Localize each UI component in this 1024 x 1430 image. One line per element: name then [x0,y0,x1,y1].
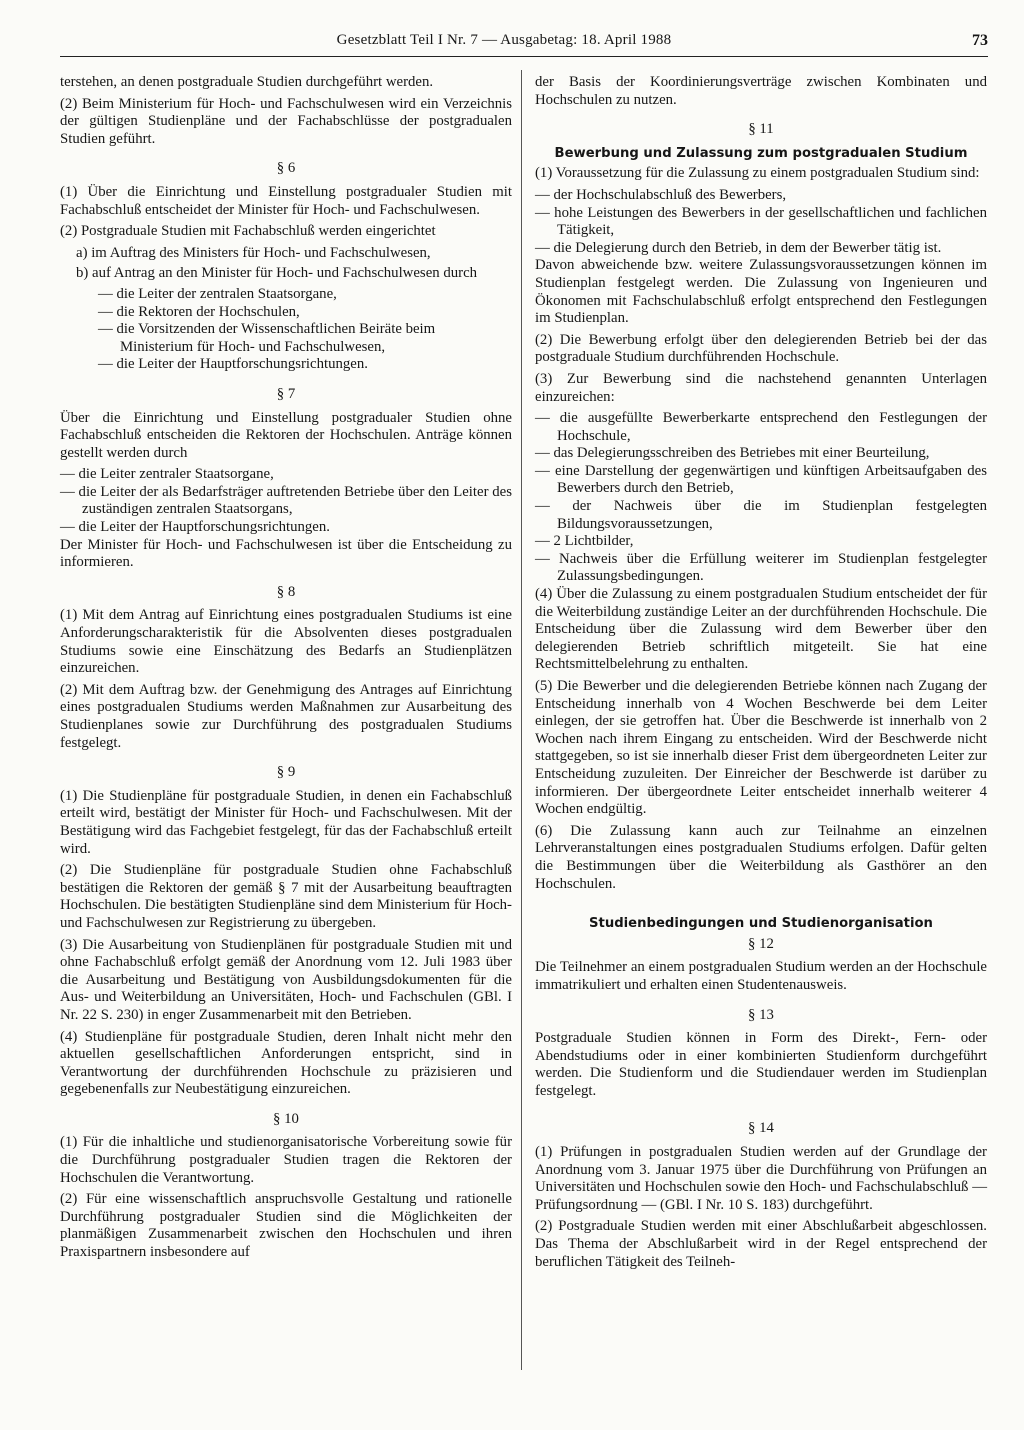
paragraph: Über die Einrichtung und Einstellung postgradualer Studien ohne Fachabschluß entscheiden die Rektoren der Hochschulen. Anträge können gestellt werden durch [60,409,512,461]
left-column [60,74,512,1266]
list-item: — 2 Lichtbilder, [535,533,634,550]
paragraph: (1) Prüfungen in postgradualen Studien werden auf der Grundlage der Anordnung vom 3. Januar 1975 über die Durchführung von Prüfungen an Universitäten und Hochschulen sowie den Hoch- und Fachschulabschluß — Prüfungsordnung — (GBl. I Nr. 10 S. 183) durchgeführt. [535,1144,987,1213]
section-heading-7: § 7 [276,385,296,402]
paragraph: (1) Über die Einrichtung und Einstellung postgradualer Studien mit Fachabschluß entscheidet der Minister für Hoch- und Fachschulwesen. [60,183,512,218]
right-column [535,74,987,1275]
paragraph: Der Minister für Hoch- und Fachschulwesen ist über die Entscheidung zu informieren. [60,536,512,571]
paragraph: (1) Mit dem Antrag auf Einrichtung eines postgradualen Studiums ist eine Anforderungscharakteristik für die Absolventen dieses postgradualen Studiums sowie eine Einschätzung des Bedarfs an Studienplätzen einzureichen. [60,607,512,677]
list-item: — der Hochschulabschluß des Bewerbers, [535,186,787,203]
paragraph: (1) Die Studienpläne für postgraduale Studien, in denen ein Fachabschluß erteilt wird, bestätigt der Minister für Hoch- und Fachschulwesen. Mit der Bestätigung wird das Fachgebiet festgelegt, für das der Fachabschluß erteilt wird. [60,787,512,857]
section-heading-11: § 11 [748,121,774,138]
page-number: 73 [972,32,988,49]
paragraph: (4) Studienpläne für postgraduale Studien, deren Inhalt nicht mehr den aktuellen gesellschaftlichen Anforderungen entspricht, sind in Verantwortung der durchführenden Hochschule zu präzisieren und gegebenenfalls zur Neubestätigung einzureichen. [60,1028,512,1098]
paragraph: (4) Über die Zulassung zu einem postgradualen Studium entscheidet der für die Weiterbildung zuständige Leiter an der durchführenden Hochschule. Die Entscheidung über die Zulassung wird dem Bewerber über den delegierenden Betrieb schriftlich mitgeteilt. Sie hat eine Rechtsmittelbelehrung zu enthalten. [535,586,987,673]
paragraph: (3) Zur Bewerbung sind die nachstehend genannten Unterlagen einzureichen: [535,370,987,405]
paragraph: (2) Für eine wissenschaftlich anspruchsvolle Gestaltung und rationelle Durchführung postgradualer Studien sind die Möglichkeiten der planmäßigen Zusammenarbeit zwischen den Hochschulen und ihren Praxispartnern insbesondere auf [60,1191,512,1261]
list-item: — der Nachweis über die im Studienplan festgelegten Bildungsvoraussetzungen, [535,498,987,532]
section-heading-8: § 8 [276,583,296,600]
list-item: — das Delegierungsschreiben des Betriebes mit einer Beurteilung, [535,445,930,462]
list-item-b: b) auf Antrag an den Minister für Hoch- und Fachschulwesen durch [76,265,478,282]
section-title: Bewerbung und Zulassung zum postgradualen Studium [554,145,968,161]
paragraph: (2) Mit dem Auftrag bzw. der Genehmigung des Antrages auf Einrichtung eines postgradualen Studiums werden Maßnahmen zur Ausarbeitung des Studienplanes sowie zur Durchführung des postgradualen Studiums festgelegt. [60,681,512,751]
paragraph: Postgraduale Studien können in Form des Direkt-, Fern- oder Abendstudiums oder in einer kombinierten Studienform durchgeführt werden. Die Studienform und die Studiendauer werden im Studienplan festgelegt. [535,1030,987,1099]
list-item: — hohe Leistungen des Bewerbers in der gesellschaftlichen und fachlichen Tätigkeit, [535,204,987,239]
list-item: — die Leiter der zentralen Staatsorgane, [98,285,337,302]
list-item: — die Leiter der als Bedarfsträger auftretenden Betriebe über den Leiter des zuständigen zentralen Staatsorgans, [60,483,512,518]
list-item: — die ausgefüllte Bewerberkarte entsprechend den Festlegungen der Hochschule, [535,410,987,444]
page-header [60,32,988,57]
paragraph: terstehen, an denen postgraduale Studien durchgeführt werden. [60,74,434,90]
section-heading-10: § 10 [273,1110,299,1127]
paragraph: (6) Die Zulassung kann auch zur Teilnahme an einzelnen Lehrveranstaltungen eines postgradualen Studiums erfolgen. Dafür gelten die Bestimmungen über die Weiterbildung als Gasthörer an den Hochschulen. [535,822,987,892]
paragraph: (2) Die Studienpläne für postgraduale Studien ohne Fachabschluß bestätigen die Rektoren der gemäß § 7 mit der Ausarbeitung beauftragten Hochschulen. Die bestätigten Studienpläne sind dem Ministerium für Hoch- und Fachschulwesen zur Registrierung zu übergeben. [60,862,512,931]
list-item: — die Leiter zentraler Staatsorgane, [60,466,274,483]
paragraph: (2) Postgraduale Studien werden mit einer Abschlußarbeit abgeschlossen. Das Thema der Abschlußarbeit wird in der Regel entsprechend der beruflichen Tätigkeit des Teilneh- [535,1218,987,1270]
paragraph: der Basis der Koordinierungsverträge zwischen Kombinaten und Hochschulen zu nutzen. [535,74,987,108]
list-item: — die Vorsitzenden der Wissenschaftlichen Beiräte beim Ministerium für Hoch- und Fachschulwesen, [98,321,436,355]
paragraph: (2) Die Bewerbung erfolgt über den delegierenden Betrieb bei der das postgraduale Studium durchführenden Hochschule. [535,331,987,366]
paragraph: Davon abweichende bzw. weitere Zulassungsvoraussetzungen können im Studienplan festgelegt werden. Die Zulassung von Ingenieuren und Ökonomen mit Fachschulabschluß erfolgt entsprechend den Festlegungen im Studienplan. [535,257,987,327]
column-divider [521,70,522,1370]
paragraph: (2) Beim Ministerium für Hoch- und Fachschulwesen wird ein Verzeichnis der gültigen Studienpläne und der Fachabschlüsse der postgradualen Studien geführt. [60,95,512,147]
list-item: — Nachweis über die Erfüllung weiterer im Studienplan festgelegter Zulassungsbedingungen. [535,550,987,585]
list-item: — die Delegierung durch den Betrieb, in dem der Bewerber tätig ist. [535,239,942,256]
list-item: — eine Darstellung der gegenwärtigen und künftigen Arbeitsaufgaben des Bewerbers durch den Betrieb, [535,462,987,497]
paragraph: Die Teilnehmer an einem postgradualen Studium werden an der Hochschule immatrikuliert und erhalten einen Studentenausweis. [535,959,987,993]
paragraph: (3) Die Ausarbeitung von Studienplänen für postgraduale Studien mit und ohne Fachabschluß erfolgt gemäß der Anordnung vom 12. Juli 1983 über die Ausarbeitung und Bestätigung von Ausbildungsdokumenten für die Aus- und Weiterbildung an Universitäten, Hoch- und Fachschulen (GBl. I Nr. 22 S. 230) in enger Zusammenarbeit mit den Betrieben. [60,936,512,1023]
header-title: Gesetzblatt Teil I Nr. 7 — Ausgabetag: 18. April 1988 [336,32,672,48]
section-heading-14: § 14 [748,1120,774,1137]
spacer [535,897,987,915]
paragraph: (1) Voraussetzung für die Zulassung zu einem postgradualen Studium sind: [535,165,980,182]
list-item-a: a) im Auftrag des Ministers für Hoch- und Fachschulwesen, [76,244,431,261]
paragraph: (5) Die Bewerber und die delegierenden Betriebe können nach Zugang der Entscheidung innerhalb von 4 Wochen Beschwerde bei dem Leiter einlegen, der sie getroffen hat. Über die Beschwerde ist innerhalb von 2 Wochen nach ihrem Eingang zu entscheiden. Wird der Beschwerde nicht stattgegeben, so ist sie innerhalb dieser Frist dem übergeordneten Leiter zur Entscheidung zuzuleiten. Der Einreicher der Beschwerde ist darüber zu informieren. Der übergeordnete Leiter entscheidet innerhalb weiterer 4 Wochen endgültig. [535,678,987,818]
section-heading-6: § 6 [276,160,296,177]
chapter-heading: Studienbedingungen und Studienorganisation [589,916,933,932]
paragraph: (2) Postgraduale Studien mit Fachabschluß werden eingerichtet [60,223,436,240]
section-heading-9: § 9 [276,764,296,781]
paragraph: (1) Für die inhaltliche und studienorganisatorische Vorbereitung sowie für die Durchführung postgradualer Studien tragen die Rektoren der Hochschulen die Verantwortung. [60,1134,512,1186]
list-item: — die Rektoren der Hochschulen, [98,303,300,320]
section-heading-13: § 13 [748,1006,774,1023]
section-heading-12: § 12 [748,935,774,952]
list-item: — die Leiter der Hauptforschungsrichtungen. [98,356,368,373]
list-item: — die Leiter der Hauptforschungsrichtungen. [60,519,330,536]
